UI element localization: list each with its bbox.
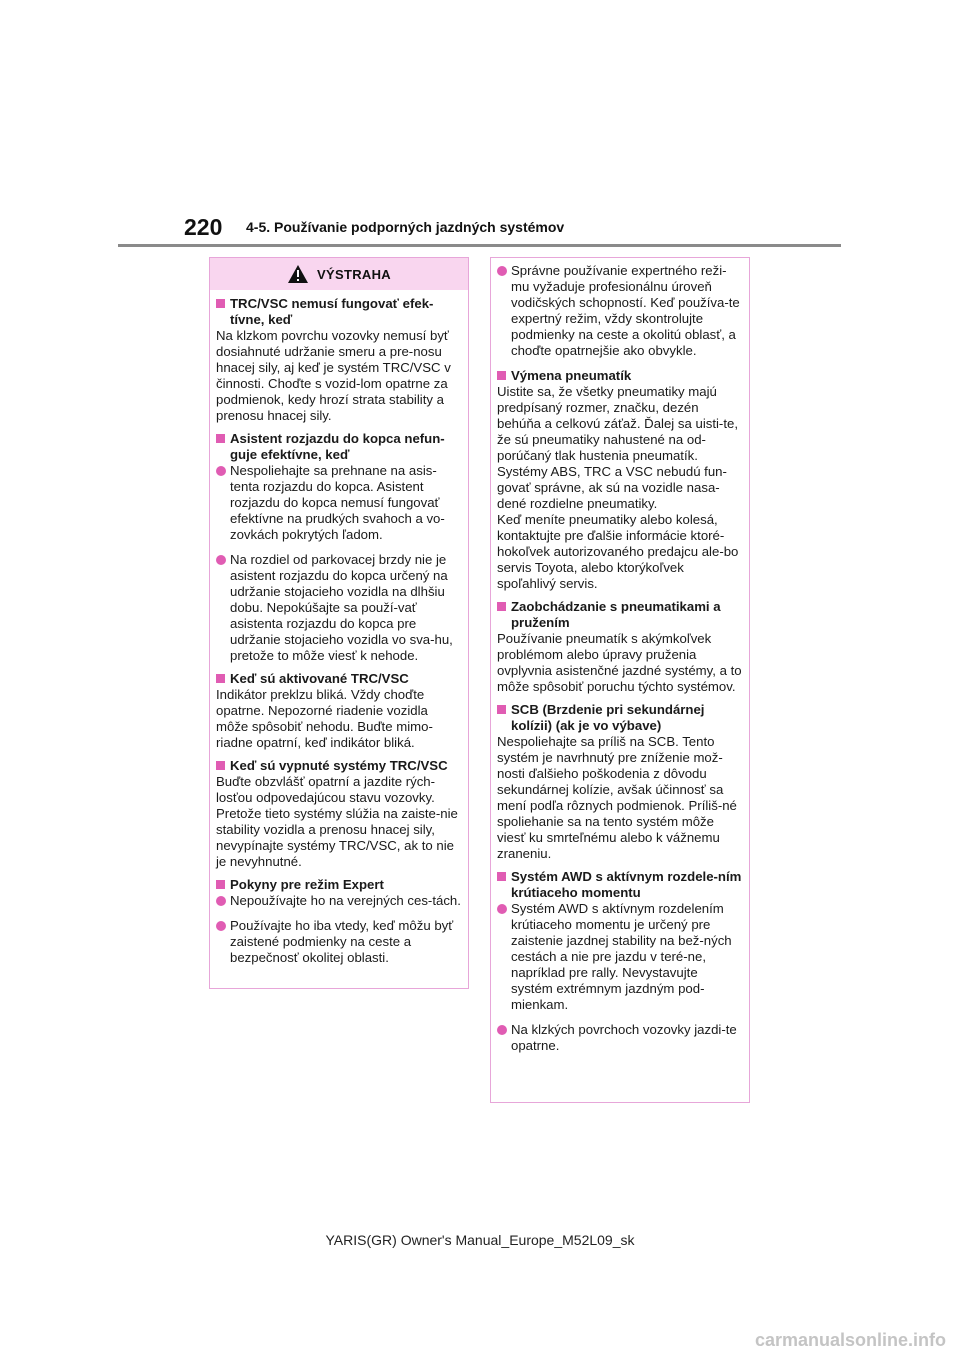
heading-trc-active: Keď sú aktivované TRC/VSC — [216, 671, 462, 687]
round-bullet-icon — [216, 896, 226, 906]
warning-header — [210, 258, 468, 290]
watermark: carmanualsonline.info — [754, 1330, 946, 1350]
round-bullet-icon — [216, 466, 226, 476]
section-title: 4-5. Používanie podporných jazdných systémov — [246, 219, 565, 235]
paragraph: Používanie pneumatík s akýmkoľvek problémom alebo úpravy pruženia ovplyvnia asistenčné jazdné systémy, a to môže spôsobiť poruchu týchto systémov. — [497, 631, 742, 694]
warning-box-right — [490, 257, 750, 1103]
heading-hill-assist: Asistent rozjazdu do kopca nefun-guje efektívne, keď — [216, 431, 462, 463]
list-item: Správne používanie expertného reži-mu vyžaduje profesionálnu úroveň vodičských schopností. Keď používa-te expertný režim, vždy skontrolujte podmienky na ceste a okolitú oblasť, a choďte opatrnejšie ako obvykle. — [497, 263, 743, 359]
square-bullet-icon — [216, 880, 225, 889]
paragraph: Uistite sa, že všetky pneumatiky majú predpísaný rozmer, značku, dezén behúňa a celkovú záťaž. Ďalej sa uisti-te, že sú pneumatiky nahustené na od-porúčaný tlak hustenia pneumatík. Systémy ABS, TRC a VSC nebudú fun-govať správne, ak sú na vozidle nasa-dené rozdielne pneumatiky. — [497, 384, 738, 511]
square-bullet-icon — [216, 434, 225, 443]
square-bullet-icon — [216, 674, 225, 683]
square-bullet-icon — [216, 299, 225, 308]
square-bullet-icon — [497, 602, 506, 611]
paragraph: Na klzkom povrchu vozovky nemusí byť dosiahnuté udržanie smeru a pre-nosu hnacej sily, aj keď je systém TRC/VSC v činnosti. Choďte s vozid-lom opatrne za podmienok, kedy hrozí strata stability a prenosu hnacej sily. — [216, 328, 451, 423]
paragraph: Buďte obzvlášť opatrní a jazdite rých-losťou odpovedajúcou stavu vozovky. Pretože tieto systémy slúžia na zaiste-nie stability vozidla a prenosu hnacej sily, nevypínajte systémy TRC/VSC, ak to nie je nevyhnutné. — [216, 774, 458, 869]
square-bullet-icon — [497, 371, 506, 380]
round-bullet-icon — [216, 921, 226, 931]
list-item: Nepoužívajte ho na verejných ces-tách. — [216, 893, 462, 909]
round-bullet-icon — [216, 555, 226, 565]
heading-trc-vsc: TRC/VSC nemusí fungovať efek-tívne, keď — [216, 296, 462, 328]
warning-triangle-icon — [287, 264, 309, 284]
list-item: Na rozdiel od parkovacej brzdy nie je asistent rozjazdu do kopca určený na udržanie stojacieho vozidla na dlhšiu dobu. Nepokúšajte sa použí-vať asistenta rozjazdu do kopca pre udržanie stojacieho vozidla vo sva-hu, pretože to môže viesť k nehode. — [216, 552, 462, 664]
right-column-body — [491, 258, 749, 1054]
left-column-body — [210, 290, 468, 966]
round-bullet-icon — [497, 266, 507, 276]
list-item: Na klzkých povrchoch vozovky jazdi-te opatrne. — [497, 1022, 743, 1054]
square-bullet-icon — [216, 761, 225, 770]
round-bullet-icon — [497, 1025, 507, 1035]
header-rule — [118, 244, 841, 247]
list-item: Nespoliehajte sa prehnane na asis-tenta rozjazdu do kopca. Asistent rozjazdu do kopca nemusí fungovať efektívne na prudkých svahoch a vo-zovkách pokrytých ľadom. — [216, 463, 462, 543]
list-item: Systém AWD s aktívnym rozdelením krútiaceho momentu je určený pre zaistenie jazdnej stability na bež-ných cestách a nie pre jazdu v teré-ne, napríklad pre rally. Nevystavujte systém extrémnym jazdným pod-mienkam. — [497, 901, 743, 1013]
square-bullet-icon — [497, 872, 506, 881]
heading-tire-replacement: Výmena pneumatík — [497, 368, 743, 384]
heading-scb: SCB (Brzdenie pri sekundárnej kolízii) (ak je vo výbave) — [497, 702, 743, 734]
page-number: 220 — [184, 214, 223, 240]
paragraph: Nespoliehajte sa príliš na SCB. Tento systém je navrhnutý pre zníženie mož-nosti ďalšieho poškodenia z dôvodu sekundárnej kolízie, avšak účinnosť sa mení podľa rôznych podmienok. Príliš-né spoliehanie sa na tento systém môže viesť ku smrteľnému alebo k vážnemu zraneniu. — [497, 734, 737, 861]
warning-title: VÝSTRAHA — [317, 266, 391, 282]
round-bullet-icon — [497, 904, 507, 914]
heading-awd: Systém AWD s aktívnym rozdele-ním krútiaceho momentu — [497, 869, 743, 901]
footer-text: YARIS(GR) Owner's Manual_Europe_M52L09_sk — [325, 1232, 635, 1248]
heading-tire-handling: Zaobchádzanie s pneumatikami a pružením — [497, 599, 743, 631]
list-item: Používajte ho iba vtedy, keď môžu byť zaistené podmienky na ceste a bezpečnosť okolitej oblasti. — [216, 918, 462, 966]
warning-box-left — [209, 257, 469, 989]
square-bullet-icon — [497, 705, 506, 714]
heading-expert-mode: Pokyny pre režim Expert — [216, 877, 462, 893]
paragraph: Indikátor preklzu bliká. Vždy choďte opatrne. Nepozorné riadenie vozidla môže spôsobiť nehodu. Buďte mimo-riadne opatrní, keď indikátor bliká. — [216, 687, 433, 750]
heading-trc-off: Keď sú vypnuté systémy TRC/VSC — [216, 758, 462, 774]
paragraph: Keď meníte pneumatiky alebo kolesá, kontaktujte pre ďalšie informácie ktoré-hokoľvek autorizovaného predajcu ale-bo servis Toyota, alebo ktorýkoľvek spoľahlivý servis. — [497, 512, 739, 591]
